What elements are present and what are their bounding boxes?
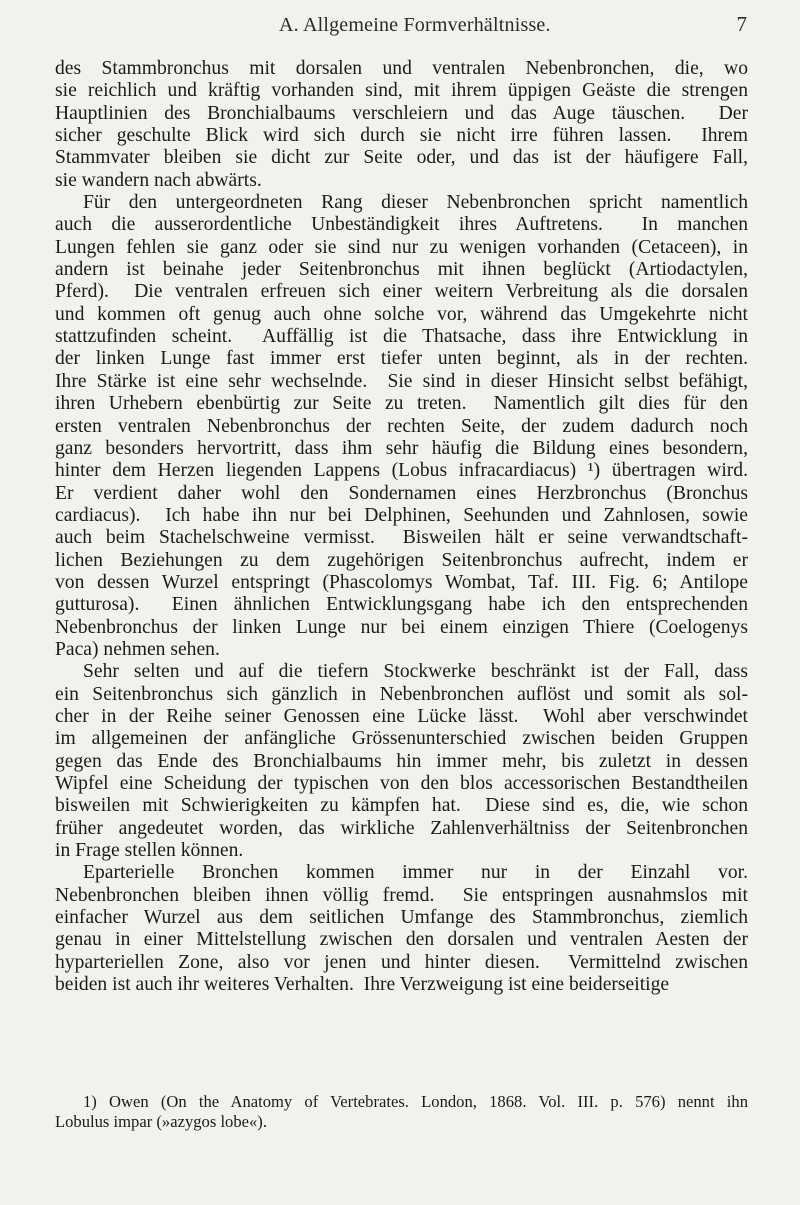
text-line: lichen Beziehungen zu dem zugehörigen Seitenbronchus aufrecht, indem er xyxy=(55,549,748,571)
text-line: Ihre Stärke ist eine sehr wechselnde. Sie sind in dieser Hinsicht selbst befähigt, xyxy=(55,370,748,392)
text-line: früher angedeutet worden, das wirkliche Zahlenverhältniss der Seitenbronchen xyxy=(55,817,748,839)
text-line: beiden ist auch ihr weiteres Verhalten. Ihre Verzweigung ist eine beiderseitige xyxy=(55,974,670,996)
text-line: im allgemeinen der anfängliche Grössenunterschied zwischen beiden Gruppen xyxy=(55,728,748,750)
text-line: cher in der Reihe seiner Genossen eine Lücke lässt. Wohl aber verschwindet xyxy=(55,705,748,727)
text-line: auch die ausserordentliche Unbeständigkeit ihres Auftretens. In manchen xyxy=(55,214,748,236)
text-line: Stammvater bleiben sie dicht zur Seite oder, und das ist der häufigere Fall, xyxy=(55,147,748,169)
text-line: Paca) nehmen sehen. xyxy=(55,638,220,660)
text-line: sie reichlich und kräftig vorhanden sind, mit ihrem üppigen Geäste die strengen xyxy=(55,80,748,102)
text-line: Lungen fehlen sie ganz oder sie sind nur zu wenigen vorhanden (Cetaceen), in xyxy=(55,236,748,258)
text-line: Wipfel eine Scheidung der typischen von den blos accessorischen Bestandtheilen xyxy=(55,773,748,794)
running-head: A. Allgemeine Formverhältnisse. xyxy=(279,14,551,36)
text-line: Lobulus impar (»azygos lobe«). xyxy=(55,1111,267,1131)
text-line: andern ist beinahe jeder Seitenbronchus mit ihnen beglückt (Artiodactylen, xyxy=(55,259,748,281)
text-line: cardiacus). Ich habe ihn nur bei Delphinen, Seehunden und Zahnlosen, sowie xyxy=(55,504,748,526)
text-line: einfacher Wurzel aus dem seitlichen Umfange des Stammbronchus, ziemlich xyxy=(55,907,748,929)
text-line: und kommen oft genug auch ohne solche vor, während das Umgekehrte nicht xyxy=(55,303,748,325)
text-line: in Frage stellen können. xyxy=(55,840,244,862)
text-line: gegen das Ende des Bronchialbaums hin immer mehr, bis zuletzt in dessen xyxy=(55,750,748,772)
text-line: Sehr selten und auf die tiefern Stockwerke beschränkt ist der Fall, dass xyxy=(83,661,748,683)
text-line: des Stammbronchus mit dorsalen und ventralen Nebenbronchen, die, wo xyxy=(55,58,748,79)
paragraph xyxy=(55,661,748,862)
text-line: der linken Lunge fast immer erst tiefer unten beginnt, als in der rechten. xyxy=(55,348,748,370)
text-line: sie wandern nach abwärts. xyxy=(55,169,262,191)
paragraph xyxy=(55,192,748,661)
text-line: Nebenbronchen bleiben ihnen völlig fremd. Sie entspringen ausnahmslos mit xyxy=(55,884,748,906)
text-line: ersten ventralen Nebenbronchus der rechten Seite, der zudem dadurch noch xyxy=(55,415,748,437)
body-text xyxy=(55,58,748,996)
paragraph xyxy=(55,862,748,996)
text-line: sicher geschulte Blick wird sich durch sie nicht irre führen lassen. Ihrem xyxy=(55,125,748,147)
text-line: ein Seitenbronchus sich gänzlich in Nebenbronchen auflöst und somit als sol- xyxy=(55,683,748,705)
text-line: Pferd). Die ventralen erfreuen sich einer weitern Verbreitung als die dorsalen xyxy=(55,281,748,303)
text-line: Er verdient daher wohl den Sondernamen eines Herzbronchus (Bronchus xyxy=(55,482,748,504)
paragraph xyxy=(55,58,748,192)
text-line: ihren Urhebern ebenbürtig zur Seite zu treten. Namentlich gilt dies für den xyxy=(55,393,748,415)
text-line: von dessen Wurzel entspringt (Phascolomys Wombat, Taf. III. Fig. 6; Antilope xyxy=(55,571,748,593)
page-header xyxy=(0,14,800,42)
text-line: gutturosa). Einen ähnlichen Entwicklungsgang habe ich den entsprechenden xyxy=(55,594,748,616)
text-line: Nebenbronchus der linken Lunge nur bei einem einzigen Thiere (Coelogenys xyxy=(55,616,748,638)
page-number: 7 xyxy=(736,12,747,36)
text-line: hinter dem Herzen liegenden Lappens (Lobus infracardiacus) ¹) übertragen wird. xyxy=(55,460,748,482)
text-line: Eparterielle Bronchen kommen immer nur in der Einzahl vor. xyxy=(83,862,748,884)
footnote xyxy=(55,1092,748,1131)
text-line: 1) Owen (On the Anatomy of Vertebrates. London, 1868. Vol. III. p. 576) nennt ihn xyxy=(83,1092,748,1111)
text-line: auch beim Stachelschweine vermisst. Bisweilen hält er seine verwandtschaft- xyxy=(55,527,748,549)
footnotes xyxy=(55,1092,748,1131)
text-line: hyparteriellen Zone, also vor jenen und hinter diesen. Vermittelnd zwischen xyxy=(55,951,748,973)
text-line: ganz besonders hervortritt, dass ihm sehr häufig die Bildung eines besondern, xyxy=(55,437,748,459)
text-line: genau in einer Mittelstellung zwischen den dorsalen und ventralen Aesten der xyxy=(55,929,748,951)
text-line: stattzufinden scheint. Auffällig ist die Thatsache, dass ihre Entwicklung in xyxy=(55,326,748,348)
text-line: Für den untergeordneten Rang dieser Nebenbronchen spricht namentlich xyxy=(83,192,748,214)
text-line: Hauptlinien des Bronchialbaums verschleiern und das Auge täuschen. Der xyxy=(55,102,748,124)
text-line: bisweilen mit Schwierigkeiten zu kämpfen hat. Diese sind es, die, wie schon xyxy=(55,795,748,817)
